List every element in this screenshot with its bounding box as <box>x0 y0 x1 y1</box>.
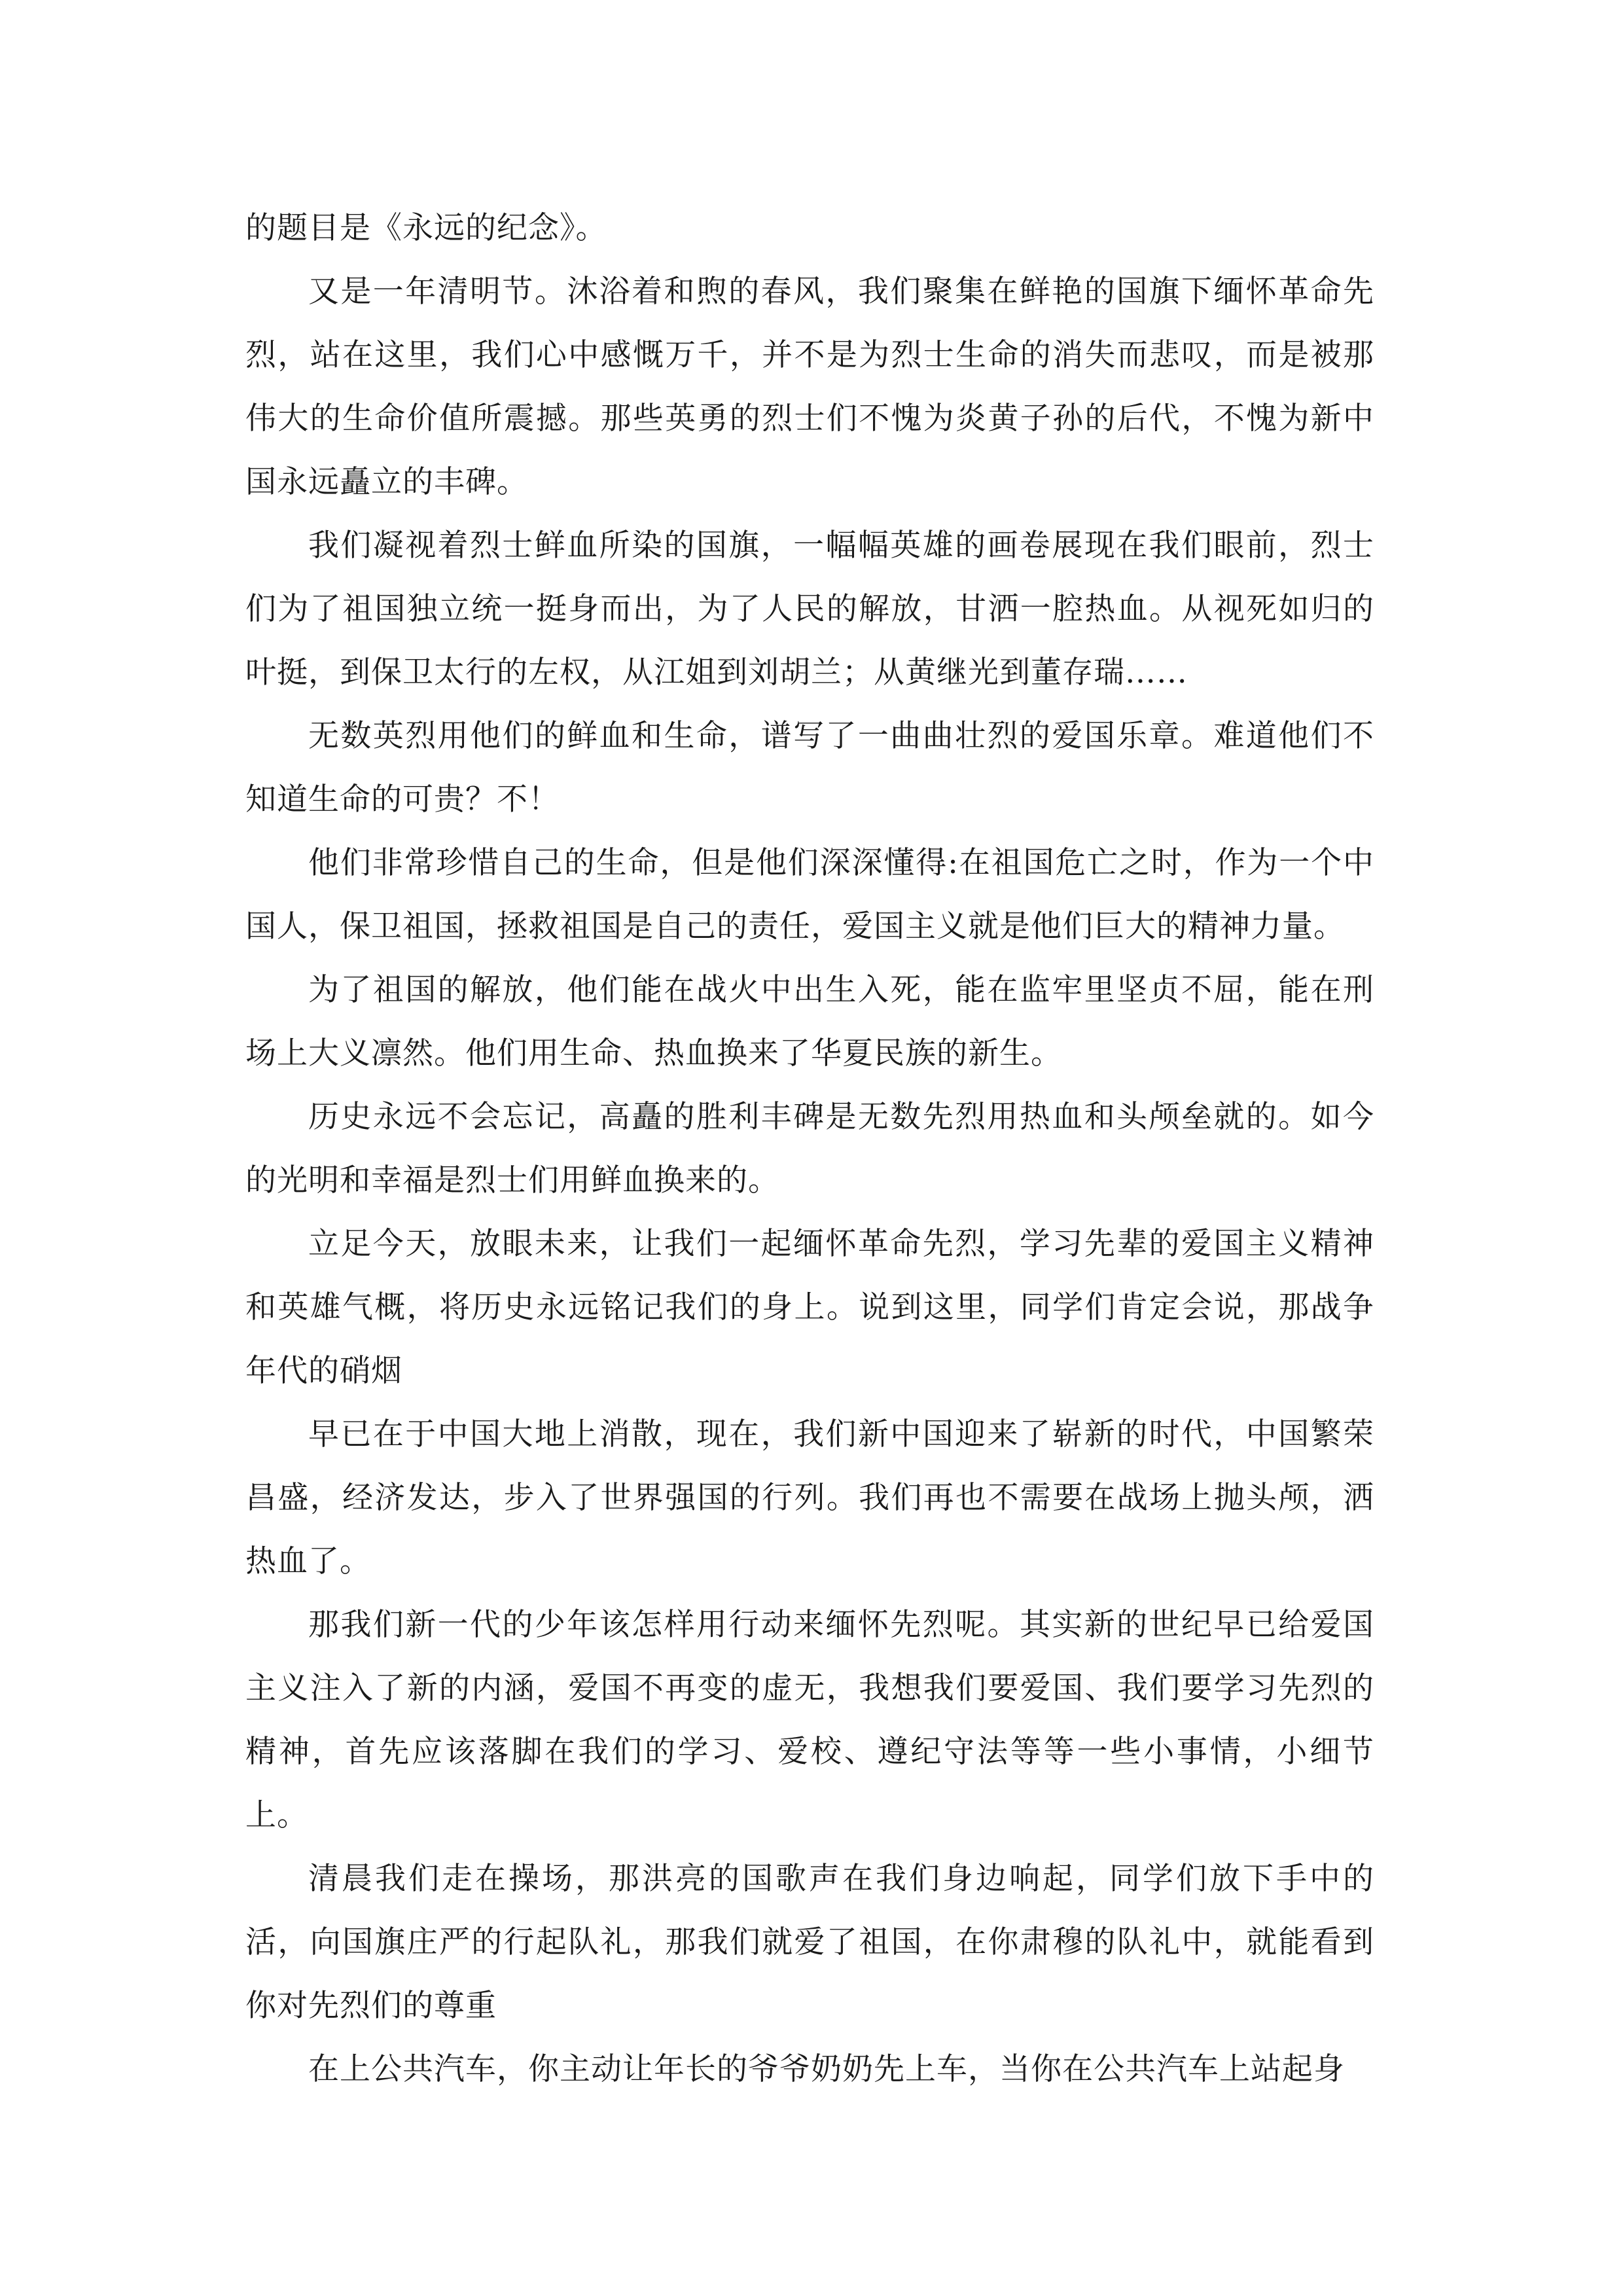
paragraph: 那我们新一代的少年该怎样用行动来缅怀先烈呢。其实新的世纪早已给爱国主义注入了新的内涵，爱国不再变的虚无，我想我们要爱国、我们要学习先烈的精神，首先应该落脚在我们的学习、爱校、遵纪守法等等一些小事情，小细节上。 <box>245 1607 1374 1833</box>
paragraph: 清晨我们走在操场，那洪亮的国歌声在我们身边响起，同学们放下手中的活，向国旗庄严的行起队礼，那我们就爱了祖国，在你肃穆的队礼中，就能看到你对先烈们的尊重 <box>245 1861 1374 2024</box>
paragraph: 为了祖国的解放，他们能在战火中出生入死，能在监牢里坚贞不屈，能在刑场上大义凛然。他们用生命、热血换来了华夏民族的新生。 <box>245 972 1374 1071</box>
paragraph: 我们凝视着烈士鲜血所染的国旗，一幅幅英雄的画卷展现在我们眼前，烈士们为了祖国独立统一挺身而出，为了人民的解放，甘洒一腔热血。从视死如归的叶挺，到保卫太行的左权，从江姐到刘胡兰；从黄继光到董存瑞…… <box>245 528 1374 691</box>
document-body <box>245 196 1374 2101</box>
paragraph: 无数英烈用他们的鲜血和生命，谱写了一曲曲壮烈的爱国乐章。难道他们不知道生命的可贵？不！ <box>245 718 1374 817</box>
paragraph: 立足今天，放眼未来，让我们一起缅怀革命先烈，学习先辈的爱国主义精神和英雄气概，将历史永远铭记我们的身上。说到这里，同学们肯定会说，那战争年代的硝烟 <box>245 1226 1374 1389</box>
paragraph: 早已在于中国大地上消散，现在，我们新中国迎来了崭新的时代，中国繁荣昌盛，经济发达，步入了世界强国的行列。我们再也不需要在战场上抛头颅，洒热血了。 <box>245 1416 1374 1579</box>
paragraph: 他们非常珍惜自己的生命，但是他们深深懂得:在祖国危亡之时，作为一个中国人，保卫祖国，拯救祖国是自己的责任，爱国主义就是他们巨大的精神力量。 <box>245 845 1374 944</box>
paragraph: 在上公共汽车，你主动让年长的爷爷奶奶先上车，当你在公共汽车上站起身 <box>308 2051 1345 2087</box>
paragraph: 的题目是《永远的纪念》。 <box>245 210 607 246</box>
paragraph: 历史永远不会忘记，高矗的胜利丰碑是无数先烈用热血和头颅垒就的。如今的光明和幸福是烈士们用鲜血换来的。 <box>245 1099 1374 1198</box>
paragraph: 又是一年清明节。沐浴着和煦的春风，我们聚集在鲜艳的国旗下缅怀革命先烈，站在这里，我们心中感慨万千，并不是为烈士生命的消失而悲叹，而是被那伟大的生命价值所震撼。那些英勇的烈士们不愧为炎黄子孙的后代，不愧为新中国永远矗立的丰碑。 <box>245 274 1374 500</box>
